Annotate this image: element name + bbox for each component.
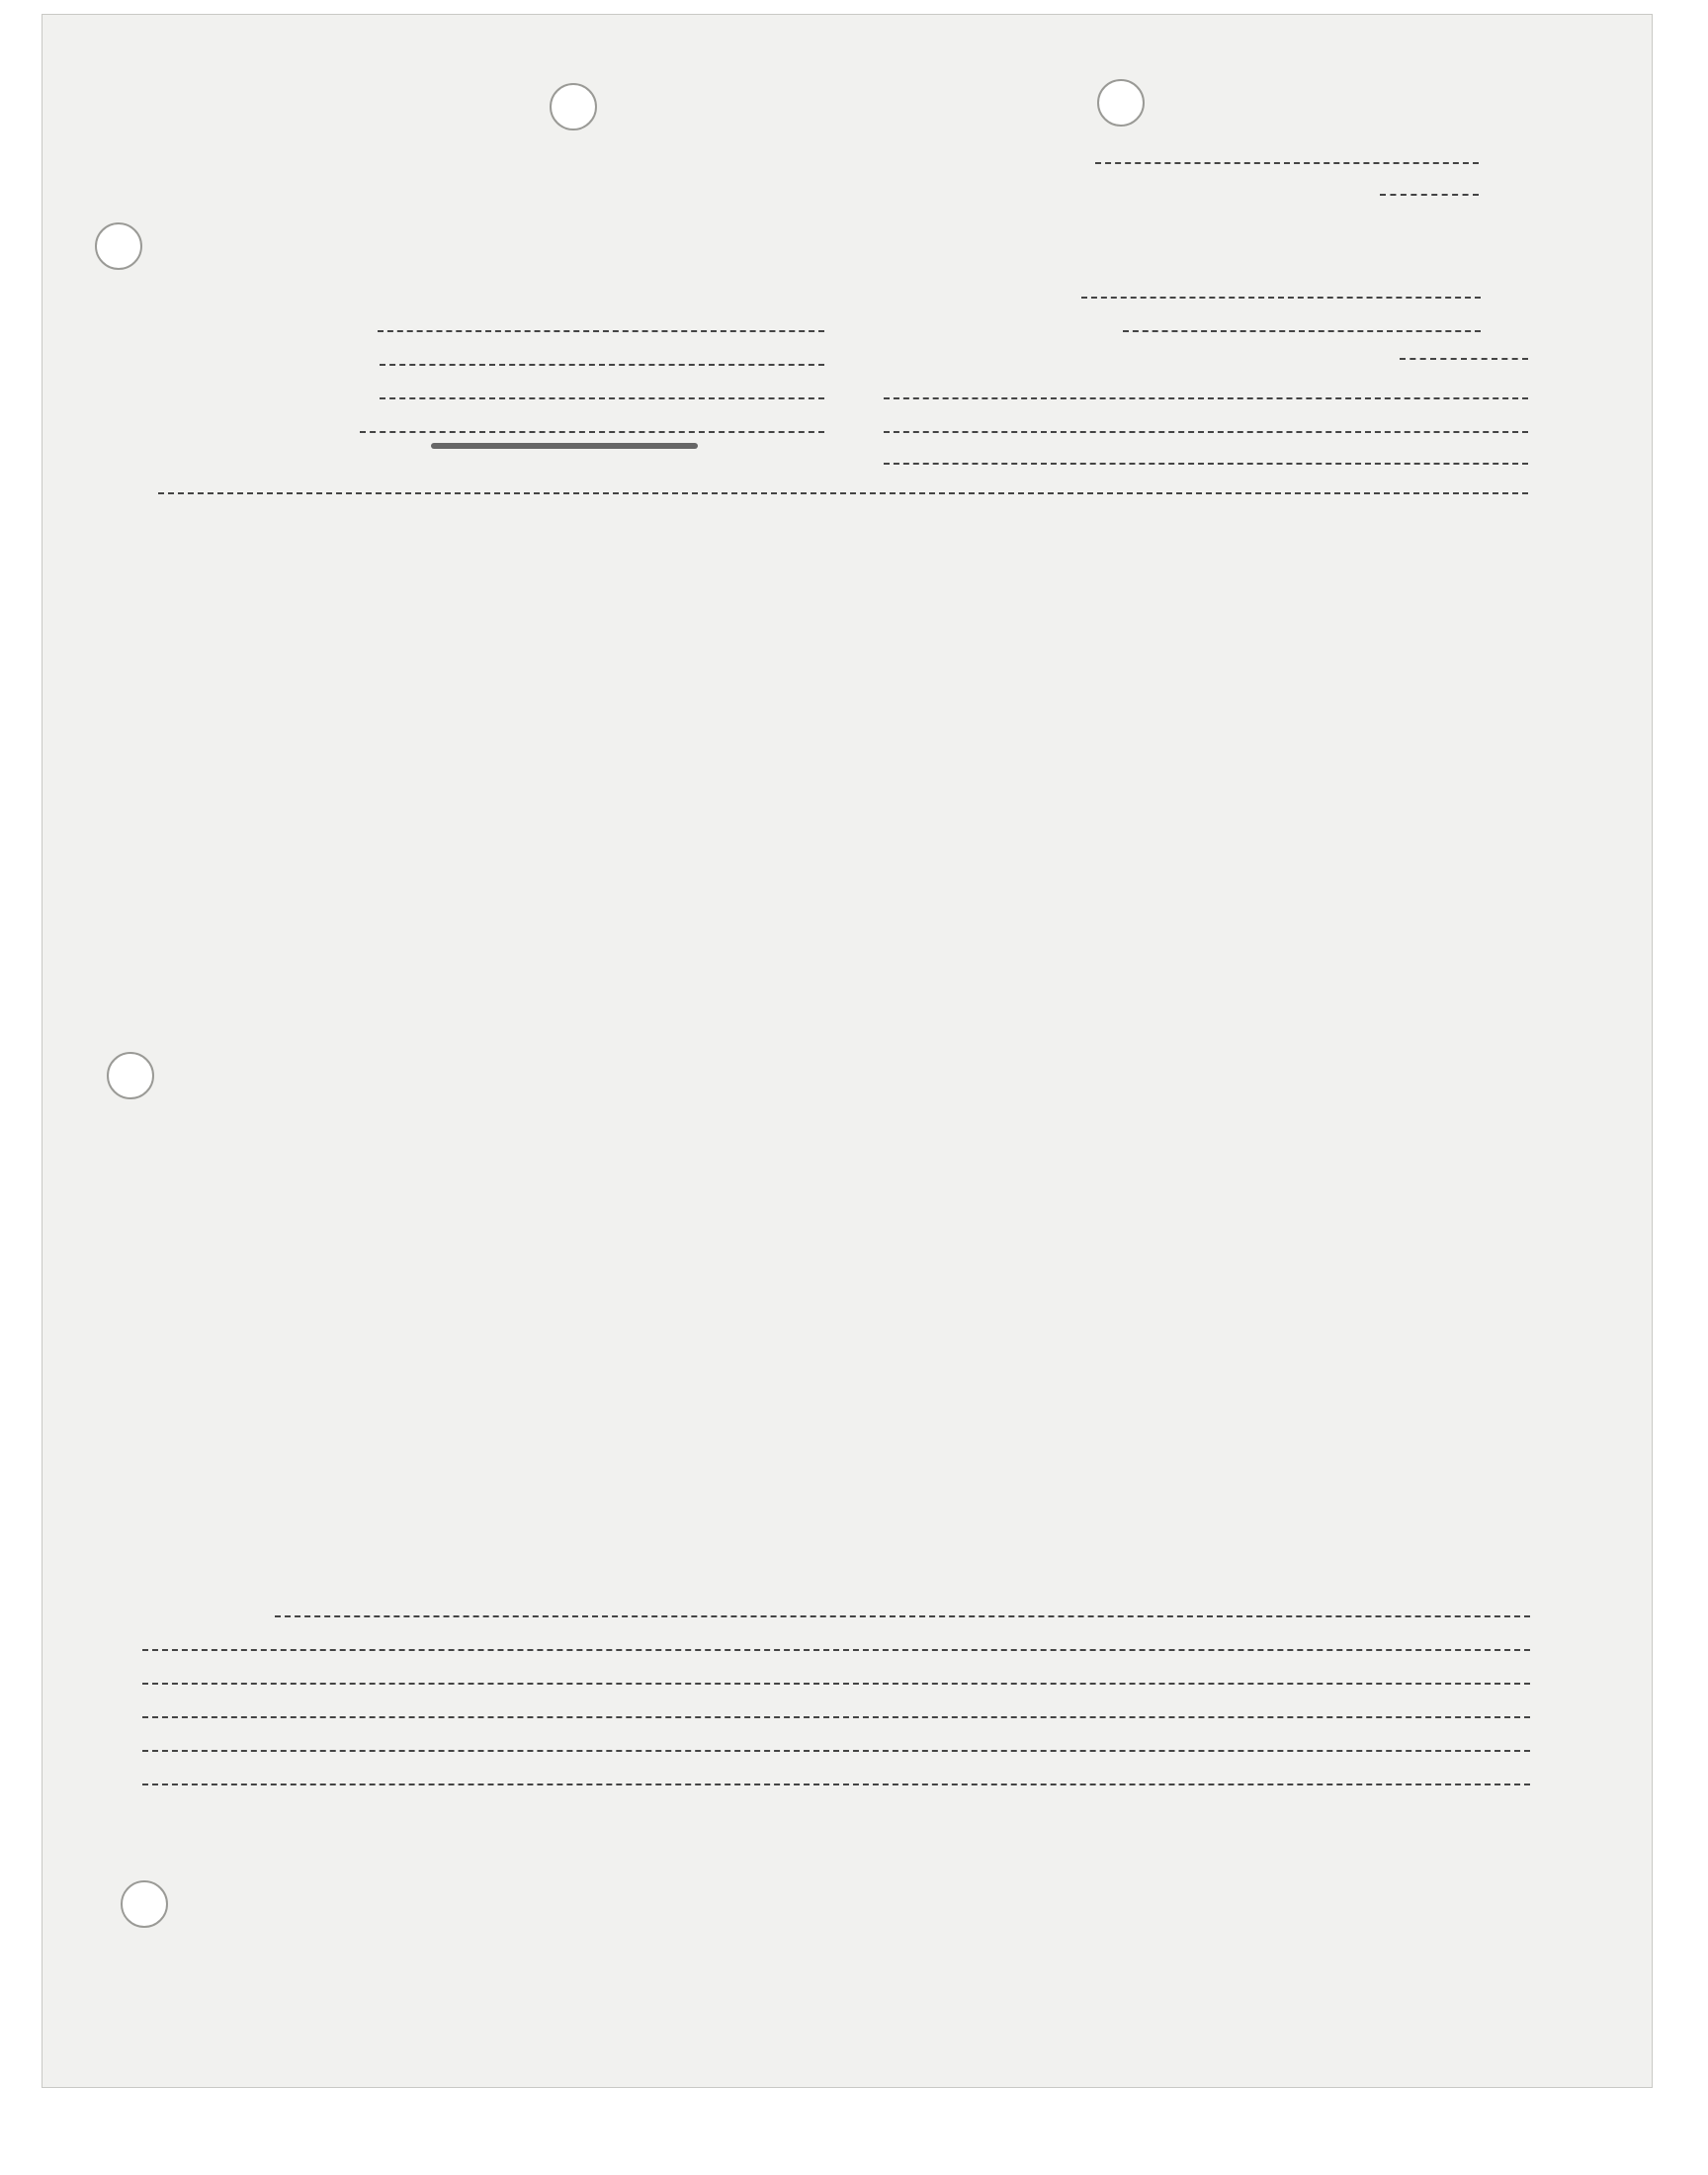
remarks-line-5 [142,1750,1530,1752]
reported-by-underline [1081,297,1481,299]
remarks-line-1 [275,1615,1530,1617]
remarks-line-2 [142,1649,1530,1651]
remarks-line-3 [142,1683,1530,1685]
sample-source-underline [378,330,824,332]
punch-hole-top-right [1097,79,1145,127]
punch-hole-left-middle [107,1052,154,1099]
request-line-4-underline [884,463,1528,465]
submitted-by-underline [360,431,824,433]
remarks-line-4 [142,1716,1530,1718]
request-line-2-underline [884,397,1528,399]
header-separator-line [158,492,1528,494]
submitted-by-signature-stroke [431,443,698,449]
request-line-3-underline [884,431,1528,433]
punch-hole-left-upper [95,222,142,270]
sample-numbers-underline [380,364,824,366]
punch-hole-top-left [550,83,597,130]
punch-hole-left-lower [121,1880,168,1928]
date-received-underline [380,397,824,399]
proj-underline [1095,162,1479,164]
remarks-line-6 [142,1784,1530,1785]
date-reported-underline [1123,330,1481,332]
petro-no-underline [1380,194,1479,196]
request-underline [1400,358,1528,360]
report-page [42,14,1653,2088]
